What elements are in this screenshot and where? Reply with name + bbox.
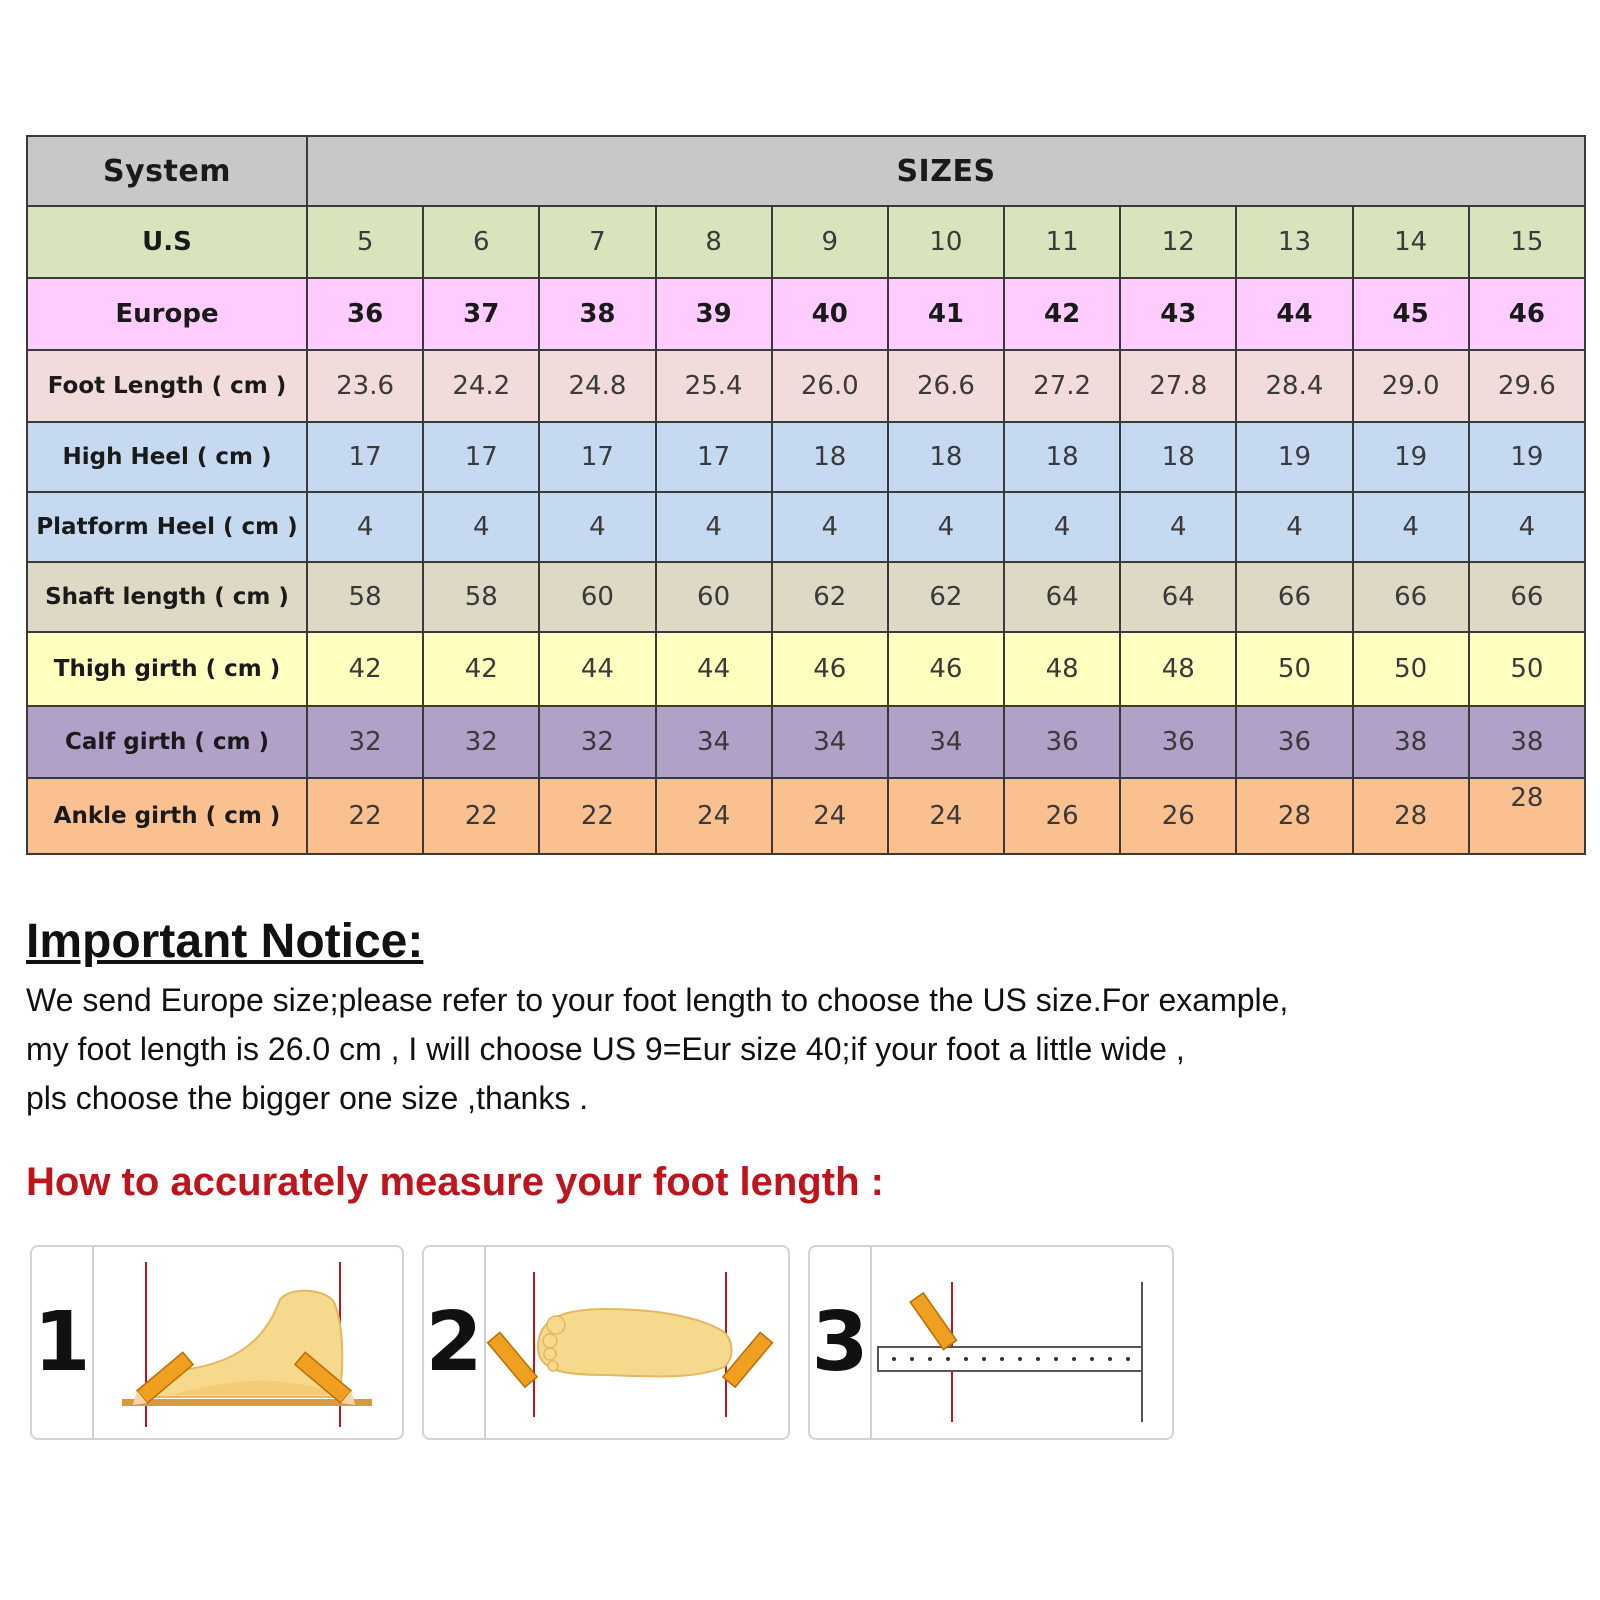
- table-cell: 4: [772, 492, 888, 562]
- row-label: Platform Heel ( cm ): [27, 492, 307, 562]
- table-cell: 44: [656, 632, 772, 706]
- step-3-panel: [808, 1245, 1174, 1440]
- table-cell: 44: [1236, 278, 1352, 350]
- table-cell: 36: [1236, 706, 1352, 778]
- table-cell: 19: [1469, 422, 1585, 492]
- table-cell: 7: [539, 206, 655, 278]
- table-cell: 38: [539, 278, 655, 350]
- table-header-row: [27, 136, 1585, 206]
- table-cell: 64: [1004, 562, 1120, 632]
- table-cell: 22: [423, 778, 539, 854]
- table-cell: 18: [1120, 422, 1236, 492]
- table-cell: 50: [1353, 632, 1469, 706]
- step-number: 1: [32, 1247, 94, 1438]
- row-label: Foot Length ( cm ): [27, 350, 307, 422]
- table-cell: 45: [1353, 278, 1469, 350]
- table-cell: 24: [772, 778, 888, 854]
- table-cell: 38: [1353, 706, 1469, 778]
- table-cell: 13: [1236, 206, 1352, 278]
- table-cell: 26: [1120, 778, 1236, 854]
- table-cell: 41: [888, 278, 1004, 350]
- row-label: Ankle girth ( cm ): [27, 778, 307, 854]
- table-cell: 24: [656, 778, 772, 854]
- table-cell: 23.6: [307, 350, 423, 422]
- table-cell: 19: [1236, 422, 1352, 492]
- table-cell: 46: [772, 632, 888, 706]
- table-cell: 4: [888, 492, 1004, 562]
- table-cell: 40: [772, 278, 888, 350]
- table-row: [27, 350, 1585, 422]
- table-cell: 36: [1120, 706, 1236, 778]
- table-cell: 36: [307, 278, 423, 350]
- table-cell: 4: [1120, 492, 1236, 562]
- table-cell: 27.2: [1004, 350, 1120, 422]
- table-cell: 42: [423, 632, 539, 706]
- table-cell: 42: [307, 632, 423, 706]
- measure-foot-title: How to accurately measure your foot length :: [26, 1160, 884, 1204]
- table-cell: 22: [307, 778, 423, 854]
- table-cell: 26.0: [772, 350, 888, 422]
- table-cell: 11: [1004, 206, 1120, 278]
- table-cell: 17: [656, 422, 772, 492]
- size-chart-table: [26, 135, 1586, 855]
- table-cell: 25.4: [656, 350, 772, 422]
- table-cell: 32: [539, 706, 655, 778]
- step-number: 3: [810, 1247, 872, 1438]
- table-cell: 66: [1353, 562, 1469, 632]
- table-cell: 4: [1004, 492, 1120, 562]
- table-cell: 4: [1236, 492, 1352, 562]
- table-cell: 4: [539, 492, 655, 562]
- row-label: U.S: [27, 206, 307, 278]
- table-cell: 34: [772, 706, 888, 778]
- table-cell: 9: [772, 206, 888, 278]
- table-row: [27, 278, 1585, 350]
- table-cell: 22: [539, 778, 655, 854]
- table-cell: 4: [1353, 492, 1469, 562]
- table-row: [27, 492, 1585, 562]
- table-cell: 60: [656, 562, 772, 632]
- table-cell: 62: [888, 562, 1004, 632]
- table-cell: 27.8: [1120, 350, 1236, 422]
- table-row: [27, 206, 1585, 278]
- table-row: [27, 632, 1585, 706]
- table-cell: 4: [307, 492, 423, 562]
- row-label: Europe: [27, 278, 307, 350]
- table-cell: 19: [1353, 422, 1469, 492]
- table-cell: 14: [1353, 206, 1469, 278]
- row-label: Calf girth ( cm ): [27, 706, 307, 778]
- foot-top-view-illustration: [486, 1247, 790, 1440]
- table-cell: 32: [307, 706, 423, 778]
- table-cell: 28: [1236, 778, 1352, 854]
- step-2-panel: [422, 1245, 790, 1440]
- table-cell: 17: [423, 422, 539, 492]
- foot-side-view-illustration: [94, 1247, 404, 1440]
- step-1-panel: [30, 1245, 404, 1440]
- table-cell: 44: [539, 632, 655, 706]
- table-cell: 8: [656, 206, 772, 278]
- table-cell: 36: [1004, 706, 1120, 778]
- table-cell: 18: [888, 422, 1004, 492]
- table-cell: 28: [1353, 778, 1469, 854]
- table-row: [27, 706, 1585, 778]
- table-cell: 5: [307, 206, 423, 278]
- notice-line: my foot length is 26.0 cm , I will choose US 9=Eur size 40;if your foot a little wide ,: [26, 1031, 1185, 1067]
- table-cell: 28: [1469, 778, 1585, 854]
- table-cell: 24: [888, 778, 1004, 854]
- table-cell: 38: [1469, 706, 1585, 778]
- table-cell: 26: [1004, 778, 1120, 854]
- table-cell: 64: [1120, 562, 1236, 632]
- ruler-measure-illustration: [872, 1247, 1174, 1440]
- table-cell: 50: [1469, 632, 1585, 706]
- system-header: System: [27, 136, 307, 206]
- table-cell: 4: [423, 492, 539, 562]
- notice-line: pls choose the bigger one size ,thanks .: [26, 1080, 589, 1116]
- table-cell: 46: [1469, 278, 1585, 350]
- table-cell: 29.6: [1469, 350, 1585, 422]
- table-cell: 58: [307, 562, 423, 632]
- table-cell: 4: [1469, 492, 1585, 562]
- table-row: [27, 422, 1585, 492]
- table-cell: 48: [1120, 632, 1236, 706]
- table-row: [27, 778, 1585, 854]
- table-cell: 58: [423, 562, 539, 632]
- notice-line: We send Europe size;please refer to your foot length to choose the US size.For example,: [26, 982, 1289, 1018]
- table-cell: 24.8: [539, 350, 655, 422]
- important-notice-title: Important Notice:: [26, 915, 424, 968]
- table-cell: 4: [656, 492, 772, 562]
- step-number: 2: [424, 1247, 486, 1438]
- table-cell: 60: [539, 562, 655, 632]
- table-cell: 15: [1469, 206, 1585, 278]
- table-cell: 18: [772, 422, 888, 492]
- table-cell: 43: [1120, 278, 1236, 350]
- table-cell: 66: [1236, 562, 1352, 632]
- table-cell: 28.4: [1236, 350, 1352, 422]
- table-cell: 50: [1236, 632, 1352, 706]
- table-cell: 66: [1469, 562, 1585, 632]
- row-label: Shaft length ( cm ): [27, 562, 307, 632]
- table-cell: 17: [539, 422, 655, 492]
- table-cell: 32: [423, 706, 539, 778]
- table-cell: 24.2: [423, 350, 539, 422]
- table-cell: 29.0: [1353, 350, 1469, 422]
- row-label: High Heel ( cm ): [27, 422, 307, 492]
- table-cell: 39: [656, 278, 772, 350]
- row-label: Thigh girth ( cm ): [27, 632, 307, 706]
- table-cell: 10: [888, 206, 1004, 278]
- sizes-header: SIZES: [307, 136, 1585, 206]
- table-cell: 37: [423, 278, 539, 350]
- table-row: [27, 562, 1585, 632]
- table-cell: 48: [1004, 632, 1120, 706]
- table-cell: 34: [888, 706, 1004, 778]
- table-cell: 17: [307, 422, 423, 492]
- table-cell: 26.6: [888, 350, 1004, 422]
- table-cell: 18: [1004, 422, 1120, 492]
- table-cell: 46: [888, 632, 1004, 706]
- table-cell: 42: [1004, 278, 1120, 350]
- table-cell: 12: [1120, 206, 1236, 278]
- important-notice-text: [26, 976, 1526, 1123]
- table-cell: 6: [423, 206, 539, 278]
- table-cell: 62: [772, 562, 888, 632]
- table-cell: 34: [656, 706, 772, 778]
